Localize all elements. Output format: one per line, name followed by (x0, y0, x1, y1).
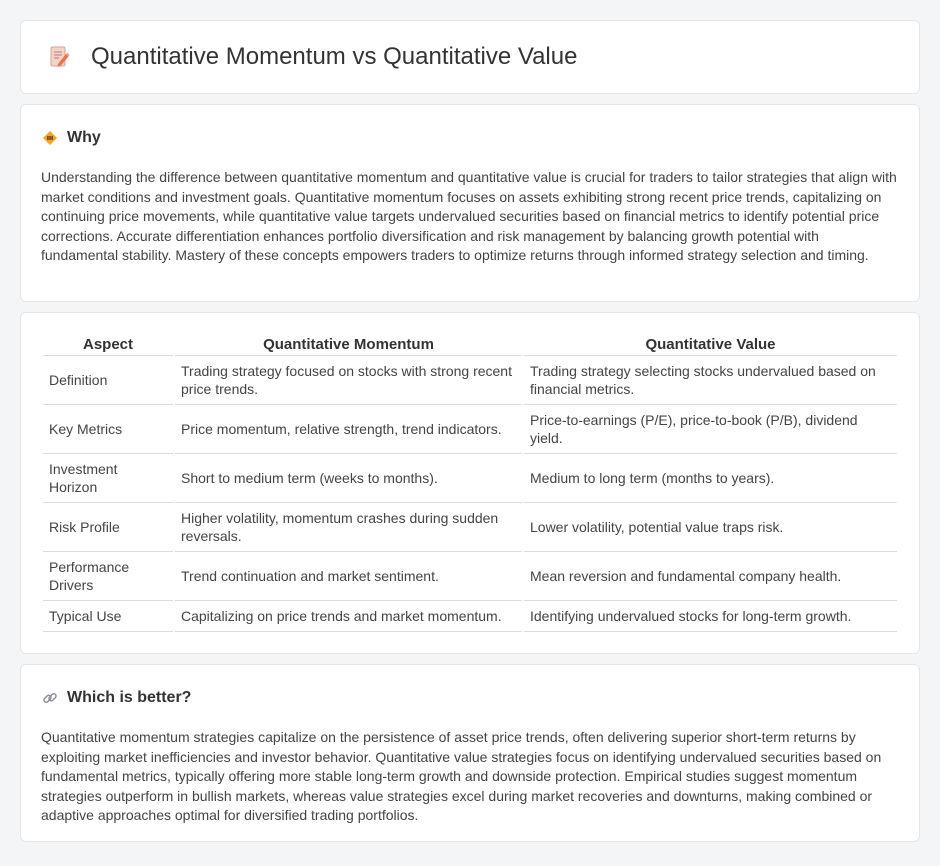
comparison-table (41, 333, 899, 632)
link-icon (41, 689, 59, 707)
cell-aspect: Risk Profile (43, 503, 173, 552)
page-title: Quantitative Momentum vs Quantitative Value (91, 43, 578, 70)
better-heading (41, 689, 899, 707)
better-section (20, 664, 920, 842)
table-header-row (43, 333, 897, 356)
cell-value: Lower volatility, potential value traps risk. (524, 503, 897, 552)
header-momentum: Quantitative Momentum (175, 333, 522, 356)
table-row (43, 356, 897, 405)
cell-momentum: Price momentum, relative strength, trend indicators. (175, 405, 522, 454)
cell-momentum: Trend continuation and market sentiment. (175, 552, 522, 601)
cell-value: Identifying undervalued stocks for long-term growth. (524, 601, 897, 632)
table-row (43, 601, 897, 632)
cell-value: Price-to-earnings (P/E), price-to-book (P/B), dividend yield. (524, 405, 897, 454)
table-row (43, 503, 897, 552)
document-pencil-icon (47, 45, 71, 69)
cell-aspect: Key Metrics (43, 405, 173, 454)
cell-value: Mean reversion and fundamental company health. (524, 552, 897, 601)
warning-diamond-icon (41, 129, 59, 147)
why-heading-label: Why (67, 129, 101, 146)
cell-aspect: Definition (43, 356, 173, 405)
better-text: Quantitative momentum strategies capitalize on the persistence of asset price trends, often delivering superior short-term returns by exploiting market inefficiencies and investor behavior. Quantitative value strategies focus on identifying undervalued securities based on fundamental metrics, typically offering more stable long-term growth and downside protection. Empirical studies suggest momentum strategies outperform in bullish markets, whereas value strategies excel during market recoveries and downturns, making combined or adaptive approaches optimal for diversified trading portfolios. (41, 729, 882, 823)
cell-momentum: Higher volatility, momentum crashes during sudden reversals. (175, 503, 522, 552)
table-row (43, 552, 897, 601)
cell-aspect: Investment Horizon (43, 454, 173, 503)
table-row (43, 454, 897, 503)
header-aspect: Aspect (43, 333, 173, 356)
why-text: Understanding the difference between quantitative momentum and quantitative value is crucial for traders to tailor strategies that align with market conditions and investment goals. Quantitative momentum focuses on assets exhibiting strong recent price trends, capitalizing on continuing price movements, while quantitative value targets undervalued securities based on financial metrics to identify potential price corrections. Accurate differentiation enhances portfolio diversification and risk management by balancing growth potential with fundamental stability. Mastery of these concepts empowers traders to optimize returns through informed strategy selection and timing. (41, 169, 897, 263)
cell-aspect: Typical Use (43, 601, 173, 632)
cell-value: Trading strategy selecting stocks undervalued based on financial metrics. (524, 356, 897, 405)
comparison-card (20, 312, 920, 654)
title-card (20, 20, 920, 94)
cell-aspect: Performance Drivers (43, 552, 173, 601)
cell-momentum: Short to medium term (weeks to months). (175, 454, 522, 503)
cell-momentum: Trading strategy focused on stocks with strong recent price trends. (175, 356, 522, 405)
why-heading (41, 129, 899, 147)
header-value: Quantitative Value (524, 333, 897, 356)
cell-momentum: Capitalizing on price trends and market momentum. (175, 601, 522, 632)
table-row (43, 405, 897, 454)
better-heading-label: Which is better? (67, 689, 192, 706)
why-section (20, 104, 920, 302)
cell-value: Medium to long term (months to years). (524, 454, 897, 503)
